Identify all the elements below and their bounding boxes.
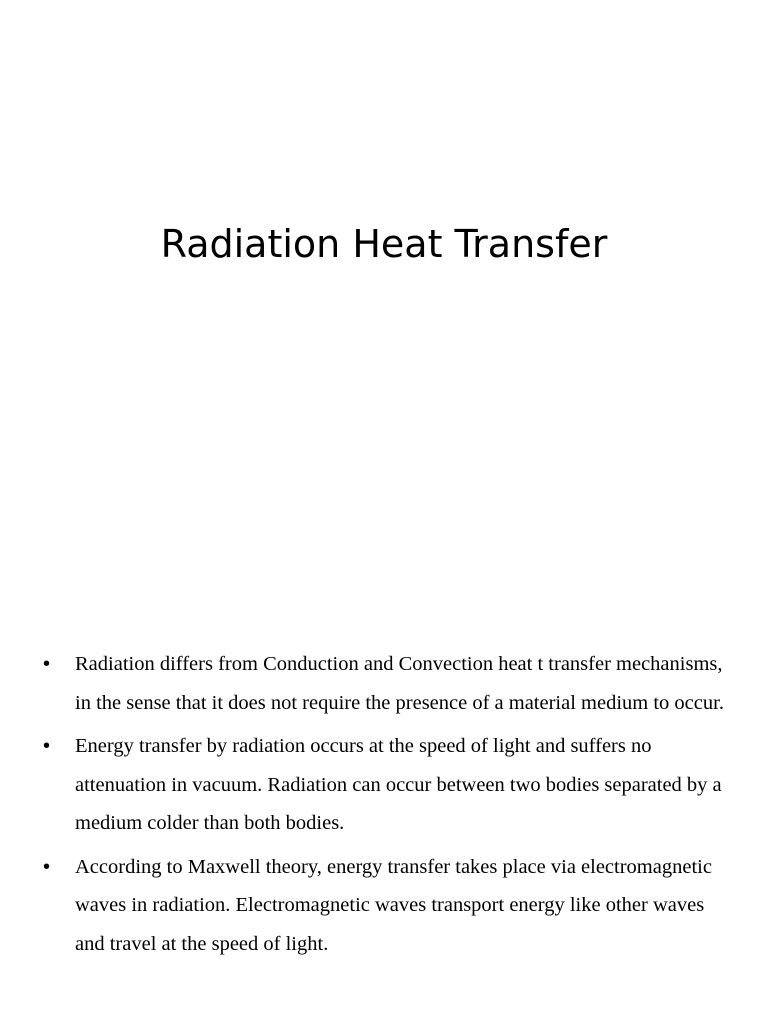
bullet-dot-icon: • xyxy=(43,653,51,675)
bullet-item xyxy=(0,848,768,964)
slide-title: Radiation Heat Transfer xyxy=(160,222,608,266)
bullet-text: Radiation differs from Conduction and Convection heat t transfer mechanisms, in the sense that it does not require the presence of a material medium to occur. xyxy=(75,653,724,714)
bullet-dot-icon: • xyxy=(43,855,51,878)
bullet-list xyxy=(0,645,768,968)
bullet-item xyxy=(0,645,768,722)
bullet-dot-icon: • xyxy=(43,735,51,757)
bullet-item xyxy=(0,727,768,843)
bullet-text: Energy transfer by radiation occurs at the speed of light and suffers no attenuation in vacuum. Radiation can occur between two bodies separated by a medium colder than both bodies. xyxy=(75,735,722,834)
bullet-text: According to Maxwell theory, energy transfer takes place via electromagnetic waves in radiation. Electromagnetic waves transport energy like other waves and travel at the speed of light. xyxy=(75,855,712,955)
